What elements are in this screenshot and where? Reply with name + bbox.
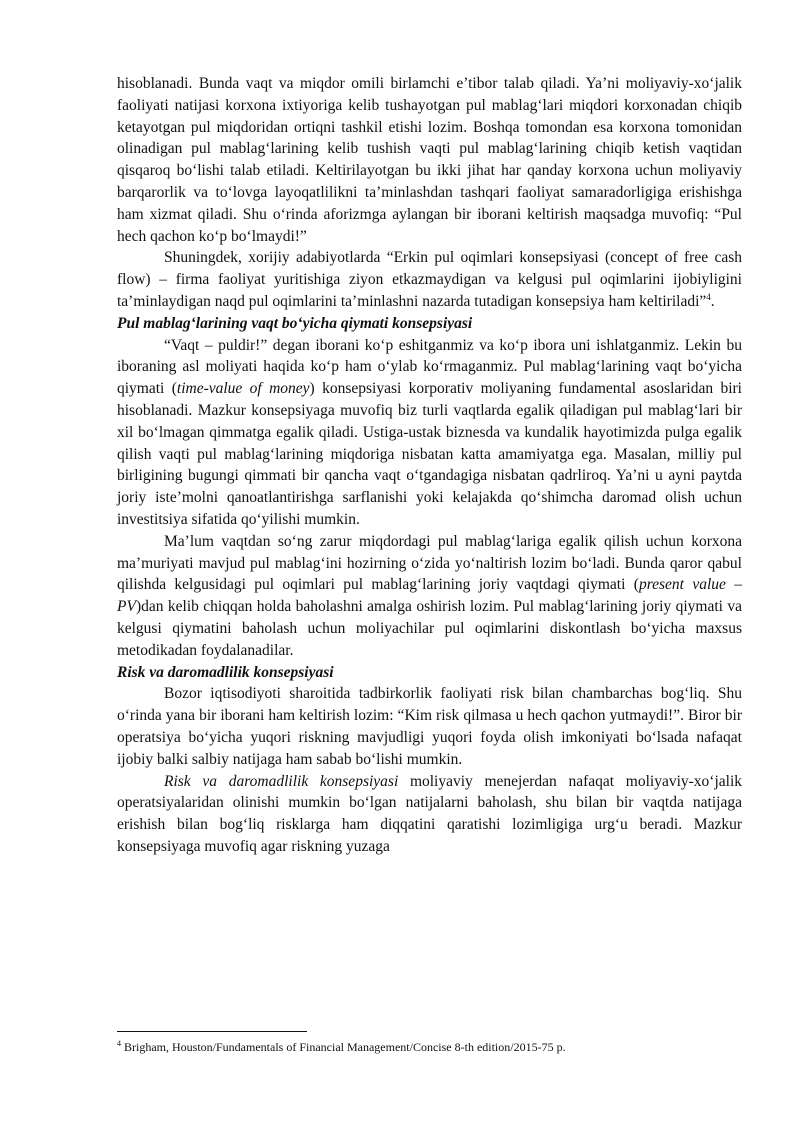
footnote-mark: 4 (117, 1039, 121, 1048)
paragraph-continued: hisoblanadi. Bunda vaqt va miqdor omili birlamchi e’tibor talab qiladi. Ya’ni moliyaviy-xo‘jalik faoliyati natijasi korxona ixtiyoriga kelib tushayotgan pul mablag‘lari miqdori korxonadan chiqib ketayotgan pul miqdoridan ortiqni tashkil etishi lozim. Boshqa tomondan esa korxona tomonidan olinadigan pul mablag‘larining kelib tushish vaqti pul mablag‘larining chiqib ketish vaqtidan qisqaroq bo‘lishi talab etiladi. Keltirilayotgan bu ikki jihat har qanday korxona uchun moliyaviy barqarorlik va to‘lovga layoqatlilikni ta’minlashdan tashqari faoliyat samaradorligiga erishishga ham xizmat qiladi. Shu o‘rinda aforizmga aylangan bir iborani keltirish maqsadga muvofiq: “Pul hech qachon ko‘p bo‘lmaydi!” (117, 75, 742, 245)
paragraph-risk-concept (117, 771, 742, 858)
footnote-text: Brigham, Houston/Fundamentals of Financial Management/Concise 8-th edition/2015-75 p. (121, 1040, 566, 1054)
term-risk-concept: Risk va daromadlilik konsepsiyasi (164, 772, 399, 790)
term-time-value: time-value of money (176, 380, 310, 398)
paragraph-text: “Vaqt – puldir!” degan iborani ko‘p eshitganmiz va ko‘p ibora uni ishlatganmiz. Lekin bu iboraning asl moliyati haqida ko‘p ham o‘ylab ko‘rmaganmiz. Pul mablag‘larining vaqt bo‘yicha qiymati ( (117, 336, 742, 398)
document-body (117, 73, 742, 858)
paragraph-time-money (117, 335, 742, 531)
footnote-reference: 4 (706, 291, 711, 302)
paragraph-text: ) konsepsiyasi korporativ moliyaning fundamental asoslaridan biri hisoblanadi. Mazkur konsepsiyaga muvofiq biz turli vaqtlarda egalik qiladigan pul mablag‘lari bir xil bo‘lmagan qimmatga egalik qiladi. Ustiga-ustak biznesda va kundalik hayotimizda pulga egalik qilish vaqti pul mablag‘larining miqdoriga nisbatan katta amamiyatga ega. Masalan, milliy pul birligining bugungi qimmati bir qancha vaqt o‘tgandagiga nisbatan qadrliroq. Ya’ni u ayni paytda joriy iste’molni qanoatlantirishga sarflanishi yoki kelajakda qo‘shimcha daromad olish uchun investitsiya sifatida qo‘yilishi mumkin. (117, 380, 742, 528)
paragraph-end: . (710, 292, 715, 310)
paragraph-text: )dan kelib chiqqan holda baholashni amalga oshirish lozim. Pul mablag‘larining joriy qiymati va kelgusi qiymatini baholash uchun moliyachilar pul oqimlarini diskontlash bo‘yicha maxsus metodikadan foydalanadilar. (117, 598, 742, 659)
section-heading-risk: Risk va daromadlilik konsepsiyasi (117, 663, 334, 681)
term-present-value: present value – PV (117, 576, 742, 616)
paragraph-risk-intro: Bozor iqtisodiyoti sharoitida tadbirkorlik faoliyati risk bilan chambarchas bog‘liq. Shu o‘rinda yana bir iborani ham keltirish lozim: “Kim risk qilmasa u hech qachon yutmaydi!”. Biror bir operatsiya bo‘yicha yuqori riskning mavjudligi yuqori foyda olish imkoniyati bo‘lsada nafaqat ijobiy balki salbiy natijaga ham sabab bo‘lishi mumkin. (117, 685, 742, 768)
footnote (117, 1040, 742, 1055)
paragraph-free-cash-flow (117, 247, 742, 312)
footnote-separator (117, 1031, 307, 1032)
paragraph-present-value (117, 531, 742, 662)
paragraph-text: Shuningdek, xorijiy adabiyotlarda “Erkin pul oqimlari konsepsiyasi (concept of free cash flow) – firma faoliyat yuritishiga ziyon etkazmaydigan va kelgusi pul oqimlarini ijobiyligini ta’minlaydigan naqd pul oqimlarini ta’minlashni nazarda tutadigan konsepsiya ham keltiriladi” (117, 249, 742, 310)
paragraph-text: moliyaviy menejerdan nafaqat moliyaviy-xo‘jalik operatsiyalaridan olinishi mumkin bo‘lgan natijalarni baholash, shu bilan bir vaqtda natijaga erishish bilan bog‘liq risklarga ham diqqatini qaratishi lozimligiga urg‘u beradi. Mazkur konsepsiyaga muvofiq agar riskning yuzaga (117, 772, 743, 855)
paragraph-text: Ma’lum vaqtdan so‘ng zarur miqdordagi pul mablag‘lariga egalik qilish uchun korxona ma’muriyati mavjud pul mablag‘ini hozirning o‘zida yo‘naltirish lozim bo‘ladi. Bunda qaror qabul qilishda kelgusidagi pul oqimlari pul mablag‘larining joriy vaqtdagi qiymati ( (117, 532, 742, 594)
section-heading-time-value: Pul mablag‘larining vaqt bo‘yicha qiymati konsepsiyasi (117, 314, 473, 332)
